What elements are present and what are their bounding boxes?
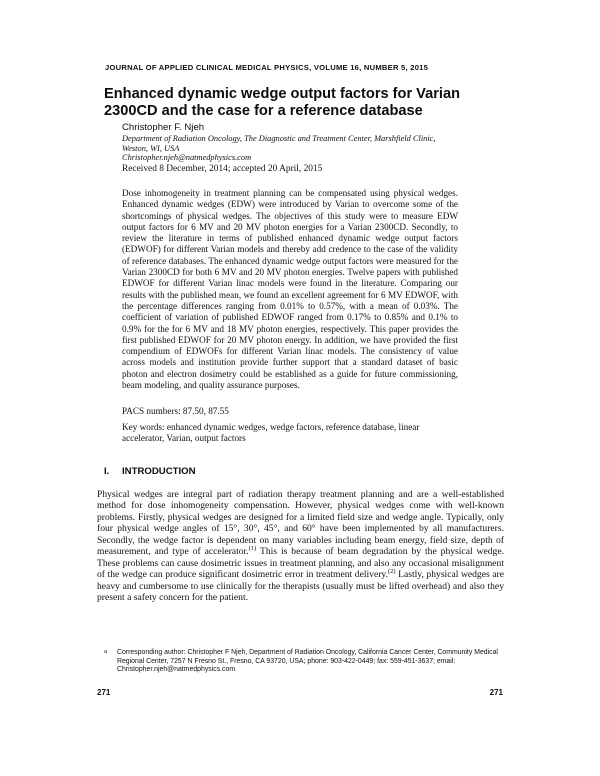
introduction-text-part1: Physical wedges are integral part of radiation therapy treatment planning and are a well-established method for dose inhomogeneity compensation. However, physical wedges come with well-known problems. Firstly, physical wedges are designed for a limited field size and wedge angle. Typically, only four physical wedge angles of 15°, 30°, 45°, and 60° have been implemented by all manufacturers. Secondly, the wedge factor is dependent on many variables including beam energy, field size, depth of measurement, and type of accelerator. xyxy=(97,489,504,558)
page-number-right: 271 xyxy=(489,688,503,697)
abstract-text: Dose inhomogeneity in treatment planning can be compensated using physical wedges. Enhanced dynamic wedges (EDW) were introduced by Varian to overcome some of the shortcomings of physical wedges. The objectives of this study were to measure EDW output factors for 6 MV and 20 MV photon energies for a Varian 2300CD. Secondly, to review the literature in terms of published enhanced dynamic wedge output factors (EDWOF) for different Varian models and thereby add credence to the case of the validity of reference databases. The enhanced dynamic wedge output factors were measured for the Varian 2300CD for both 6 MV and 20 MV photon energies. Twelve papers with published EDWOF for different Varian linac models were found in the literature. Comparing our results with the published mean, we found an excellent agreement for 6 MV EDWOF, with the percentage differences ranging from 0.01% to 0.57%, with a mean of 0.03%. The coefficient of variation of published EDWOF ranged from 0.17% to 0.85% and 0.1% to 0.9% for the for 6 MV and 18 MV photon energies, respectively. This paper provides the first published EDWOF for 20 MV photon energy. In addition, we have provided the first compendium of EDWOFs for different Varian linac models. The consistency of value across models and institution provide further support that a standard dataset of basic photon and electron dosimetry could be established as a guide for future commissioning, beam modeling, and quality assurance purposes. xyxy=(122,188,458,391)
pacs-numbers: PACS numbers: 87.50, 87.55 xyxy=(122,406,229,416)
section-number: I. xyxy=(104,466,110,477)
author-affiliation: Department of Radiation Oncology, The Diagnostic and Treatment Center, Marshfield Clinic, Weston, WI, USA xyxy=(122,134,436,154)
article-title: Enhanced dynamic wedge output factors for Varian 2300CD and the case for a reference database xyxy=(104,86,460,119)
introduction-text-part2: This is because of beam degradation by the physical wedge. These problems can cause dosimetric issues in treatment planning, and also any occasional misalignment of the wedge can produce significant dosimetric error in treatment delivery. xyxy=(97,546,504,581)
section-title: INTRODUCTION xyxy=(122,466,196,477)
keywords: Key words: enhanced dynamic wedges, wedge factors, reference database, linear accelerator, Varian, output factors xyxy=(122,422,420,444)
citation-ref-2: (2) xyxy=(387,567,396,575)
corresponding-author-footnote xyxy=(104,649,504,675)
introduction-paragraph xyxy=(97,489,504,604)
author-email: Christopher.njeh@natmedphysics.com xyxy=(122,153,252,162)
received-dates: Received 8 December, 2014; accepted 20 April, 2015 xyxy=(122,164,323,174)
author-name: Christopher F. Njeh xyxy=(122,122,205,133)
introduction-text-part3: Lastly, physical wedges are heavy and cumbersome to use clinically for the therapists (usually must be lifted overhead) and also they present a safety concern for the patient. xyxy=(97,569,504,604)
page-footer xyxy=(97,688,503,697)
page-number-left: 271 xyxy=(97,688,111,697)
footnote-text: Corresponding author: Christopher F Njeh, Department of Radiation Oncology, California Cancer Center, Community Medical Regional Center, 7257 N Fresno St., Fresno, CA 93720, USA; phone: 903-422-0449; fax: 559-451-3637; email: Christopher.njeh@natmedphysics.com xyxy=(117,649,498,674)
journal-header: JOURNAL OF APPLIED CLINICAL MEDICAL PHYSICS, VOLUME 16, NUMBER 5, 2015 xyxy=(105,63,429,72)
section-heading-introduction xyxy=(104,466,196,477)
footnote-marker: a xyxy=(104,649,108,655)
citation-ref-1: (1) xyxy=(248,545,257,553)
